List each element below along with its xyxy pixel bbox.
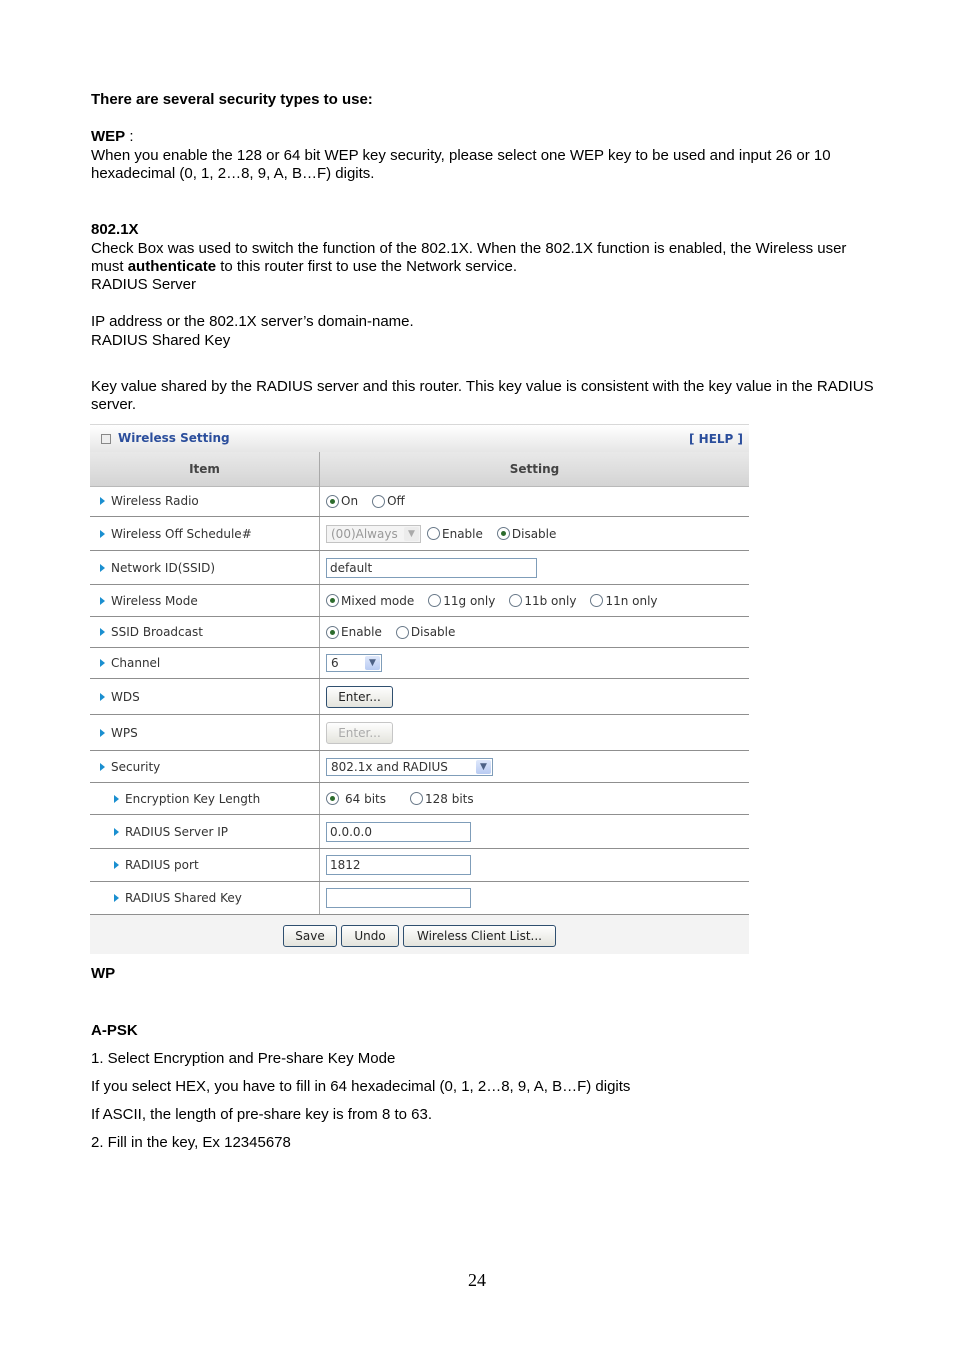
select-value: 802.1x and RADIUS [331,759,448,774]
help-link[interactable]: [ HELP ] [688,432,743,446]
row-wireless-radio [90,486,749,517]
arrow-icon [100,659,105,667]
mode-11n-option[interactable] [590,594,657,608]
row-label: Wireless Mode [111,593,198,608]
radio-button-icon[interactable] [410,792,423,805]
arrow-icon [114,861,119,869]
option-label: Disable [511,526,557,541]
radio-button-icon[interactable] [326,495,339,508]
arrow-icon [100,497,105,505]
select-value: (00)Always [331,526,398,541]
row-channel [90,648,749,679]
arrow-icon [114,828,119,836]
row-wps [90,715,749,751]
radio-on-option[interactable] [326,494,358,508]
radio-button-icon[interactable] [372,495,385,508]
chevron-down-icon[interactable]: ▼ [404,527,419,541]
broadcast-disable-option[interactable] [396,625,456,639]
radio-button-icon[interactable] [326,594,339,607]
panel-square-icon [101,434,111,444]
row-radius-port [90,849,749,882]
option-label: 11b only [524,593,577,608]
x8021-text-bold: authenticate [127,258,217,275]
row-label: Wireless Radio [111,494,199,508]
option-label: 11g only [443,593,496,608]
ssid-input[interactable]: default [326,558,537,578]
row-wds [90,679,749,715]
x8021-description [91,240,881,276]
schedule-select[interactable] [326,525,421,543]
wep-colon: : [125,128,134,145]
step-2: 2. Fill in the key, Ex 12345678 [91,1134,291,1151]
radio-button-icon[interactable] [497,527,510,540]
schedule-enable-option[interactable] [427,527,483,541]
row-wireless-mode [90,585,749,617]
radio-button-icon[interactable] [326,626,339,639]
wep-heading [91,128,881,146]
security-select[interactable] [326,758,493,776]
mode-mixed-option[interactable] [326,594,414,608]
option-label: Off [387,494,405,508]
radio-off-option[interactable] [372,494,405,508]
panel-title: Wireless Setting [118,431,230,445]
row-label: Network ID(SSID) [111,560,216,575]
radius-server-heading: RADIUS Server [91,276,197,293]
row-label: Wireless Off Schedule# [111,526,252,541]
radius-shared-key-input[interactable] [326,888,471,908]
row-radius-server-ip [90,815,749,849]
row-ssid-broadcast [90,617,749,648]
channel-select[interactable] [326,654,382,672]
arrow-icon [100,763,105,771]
radio-button-icon[interactable] [428,594,441,607]
x8021-heading: 802.1X [91,221,139,238]
radio-button-icon[interactable] [396,626,409,639]
option-label: 11n only [605,593,658,608]
table-header [90,452,749,487]
column-header-setting: Setting [509,462,560,476]
hex-instruction: If you select HEX, you have to fill in 64 hexadecimal (0, 1, 2…8, 9, A, B…F) digits [91,1078,631,1095]
arrow-icon [100,729,105,737]
option-label: Enable [442,526,483,541]
wireless-setting-panel [90,424,749,954]
arrow-icon [100,628,105,636]
radius-key-description: Key value shared by the RADIUS server and this router. This key value is consistent with the key value in the RADIUS server. [91,378,874,413]
radius-key-heading: RADIUS Shared Key [91,332,231,349]
option-label: On [341,494,359,508]
row-label: WDS [111,689,140,704]
row-security [90,751,749,783]
option-label: 128 bits [425,791,474,806]
x8021-text-a: Check Box was used to switch the function of the 802.1X. When the 802.1X function is enabled, the Wireless user must [91,240,847,275]
step-1: 1. Select Encryption and Pre-share Key Mode [91,1050,396,1067]
option-label: Disable [410,625,456,639]
arrow-icon [100,564,105,572]
broadcast-enable-option[interactable] [326,625,382,639]
row-wireless-off-schedule [90,517,749,551]
enc-128-option[interactable] [410,792,474,806]
wep-description: When you enable the 128 or 64 bit WEP key security, please select one WEP key to be used and input 26 or 10 hexadecimal (0, 1, 2…8, 9, A, B…F) digits. [91,147,831,182]
arrow-icon [100,693,105,701]
option-label: Enable [341,625,382,639]
wp-heading: WP [91,965,116,982]
row-radius-shared-key [90,882,749,915]
ascii-instruction: If ASCII, the length of pre-share key is from 8 to 63. [91,1106,433,1123]
option-label: 64 bits [345,791,386,806]
schedule-disable-option[interactable] [497,527,557,541]
radio-button-icon[interactable] [509,594,522,607]
row-label: Security [111,759,161,774]
arrow-icon [100,597,105,605]
row-network-id [90,551,749,585]
row-label: SSID Broadcast [111,625,203,639]
arrow-icon [114,795,119,803]
arrow-icon [100,530,105,538]
row-label: RADIUS Server IP [125,824,228,839]
row-label: RADIUS port [125,858,199,872]
intro-heading: There are several security types to use: [91,91,373,108]
radio-button-icon[interactable] [326,792,339,805]
chevron-down-icon[interactable]: ▼ [476,760,491,774]
option-label: Mixed mode [341,593,415,608]
row-label: Encryption Key Length [125,791,261,806]
radio-button-icon[interactable] [590,594,603,607]
row-label: WPS [111,725,138,740]
wep-title: WEP [91,128,126,145]
radius-server-description: IP address or the 802.1X server’s domain-name. [91,313,414,330]
row-encryption-key-length [90,783,749,815]
panel-title-bar [90,424,749,452]
save-button[interactable]: Save [283,925,337,947]
radius-server-ip-input[interactable]: 0.0.0.0 [326,822,471,842]
wds-enter-button[interactable]: Enter... [326,686,393,708]
select-value: 6 [331,656,339,670]
wps-enter-button[interactable]: Enter... [326,722,393,744]
x8021-text-b: to this router first to use the Network service. [216,258,517,275]
undo-button[interactable]: Undo [341,925,399,947]
apsk-heading: A-PSK [91,1022,138,1039]
wireless-client-list-button[interactable]: Wireless Client List... [403,925,556,947]
arrow-icon [114,894,119,902]
row-label: RADIUS Shared Key [125,891,242,905]
row-label: Channel [111,656,161,670]
action-bar [90,915,749,954]
mode-11b-option[interactable] [509,594,576,608]
page-number: 24 [468,1270,486,1290]
radio-button-icon[interactable] [427,527,440,540]
enc-64-option[interactable] [326,792,386,806]
radius-port-input[interactable]: 1812 [326,855,471,875]
mode-11g-option[interactable] [428,594,495,608]
chevron-down-icon[interactable]: ▼ [365,656,380,670]
column-header-item: Item [189,462,220,476]
